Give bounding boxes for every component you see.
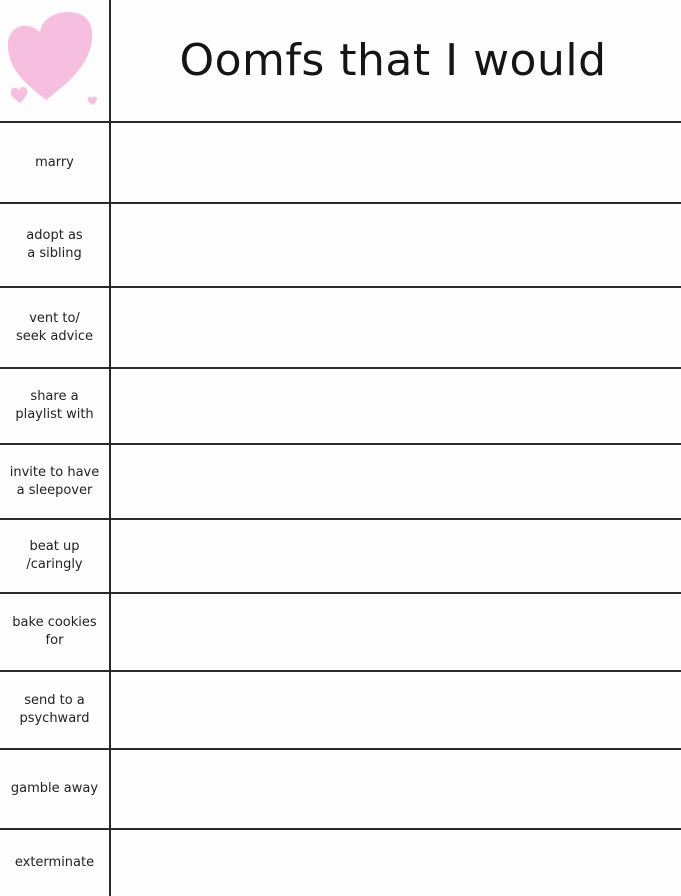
row-label-marry: marry	[35, 154, 74, 170]
row-label-vent-to-seek-advice: vent to/ seek advice	[15, 310, 94, 344]
row-label-share-a-playlist-with: share a playlist with	[15, 389, 94, 422]
answer-cell-beat-up-caringly	[111, 520, 681, 592]
answer-cell-exterminate	[111, 830, 681, 896]
row-label-adopt-as-a-sibling: adopt as a sibling	[26, 228, 83, 261]
small-heart-icon	[11, 87, 27, 103]
large-heart-icon	[8, 12, 92, 100]
answer-cell-bake-cookies-for	[111, 594, 681, 670]
hearts-decoration	[0, 0, 108, 121]
answer-cell-gamble-away	[111, 750, 681, 828]
row-label-send-to-a-psychward: send to a psychward	[19, 693, 90, 726]
answer-cell-adopt-as-a-sibling	[111, 204, 681, 286]
header-title-cell	[111, 0, 681, 122]
row-label-gamble-away: gamble away	[10, 781, 99, 796]
answer-cell-vent-to-seek-advice	[111, 288, 681, 367]
row-label-bake-cookies-for: bake cookies for	[12, 615, 97, 648]
page-title: Oomfs that I would	[179, 35, 607, 86]
tiny-heart-icon	[88, 97, 97, 106]
answer-cell-marry	[111, 123, 681, 202]
answer-cell-share-a-playlist-with	[111, 369, 681, 443]
row-label-exterminate: exterminate	[14, 855, 95, 870]
row-label-beat-up-caringly: beat up /caringly	[26, 539, 83, 572]
row-label-invite-to-have-a-sleepover: invite to have a sleepover	[9, 464, 100, 498]
answer-cell-send-to-a-psychward	[111, 672, 681, 748]
answer-cell-invite-to-have-a-sleepover	[111, 445, 681, 518]
